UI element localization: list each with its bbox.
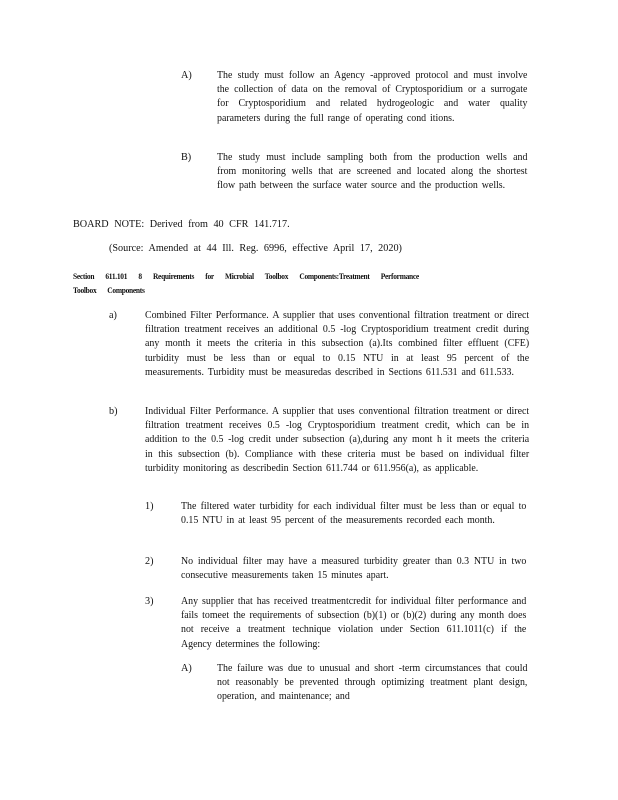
subsection-text-b2: No individual filter may have a measured turbidity greater than 0.3 NTU in two consecutive measurements taken 15 minutes apart.	[181, 556, 527, 582]
item-text-intro-b: The study must include sampling both from the production wells and from monitoring wells that are screened and located along the shortest flow path between the surface water source and the production wells.	[217, 152, 528, 192]
subsection-label-b3a: A)	[181, 663, 192, 674]
section-heading: Section 611.101 8 Requirements for Microbial Toolbox Components:Treatment Performance Toolbox Components	[73, 272, 419, 295]
subsection-text-b: Individual Filter Performance. A supplier that uses conventional filtration treatment or direct filtration treatment receives 0.5 -log Cryptosporidium treatment credit, which can be in addition to the 0.5 -log credit under subsection (a),during any mont h it meets the criteria in this subsection (b). Compliance with these criteria must be based on individual filter turbidity monitoring as describedin Section 611.744 or 611.956(a), as applicable.	[145, 406, 530, 474]
subsection-text-b3: Any supplier that has received treatmentcredit for individual filter performance and fails tomeet the requirements of subsection (b)(1) or (b)(2) during any month does not receive a treatment technique violation under Section 611.1011(c) if the Agency determines the following:	[181, 596, 527, 650]
subsection-label-b1: 1)	[145, 501, 154, 512]
subsection-text-b3a: The failure was due to unusual and short -term circumstances that could not reasonably be prevented through optimizing treatment plant design, operation, and maintenance; and	[217, 663, 528, 703]
item-label-intro-b: B)	[181, 152, 192, 163]
subsection-label-b3: 3)	[145, 596, 154, 607]
board-note: BOARD NOTE: Derived from 40 CFR 141.717.	[73, 219, 290, 230]
source-note: (Source: Amended at 44 Ill. Reg. 6996, effective April 17, 2020)	[109, 243, 402, 254]
subsection-text-b1: The filtered water turbidity for each individual filter must be less than or equal to 0.15 NTU in at least 95 percent of the measurements recorded each month.	[181, 501, 527, 527]
subsection-label-b: b)	[109, 406, 118, 417]
item-text-intro-a: The study must follow an Agency -approved protocol and must involve the collection of data on the removal of Cryptosporidium or a surrogate for Cryptosporidium and related hydrogeologic and water quality parameters during the full range of operating cond itions.	[217, 70, 528, 124]
subsection-label-a: a)	[109, 310, 117, 321]
subsection-label-b2: 2)	[145, 556, 154, 567]
subsection-text-a: Combined Filter Performance. A supplier that uses conventional filtration treatment or direct filtration treatment receives an additional 0.5 -log Cryptosporidium treatment credit during any month it meets the criteria in this subsection (a).Its combined filter effluent (CFE) turbidity must be less than or equal to 0.15 NTU in at least 95 percent of the measurements. Turbidity must be measuredas described in Sections 611.531 and 611.533.	[145, 310, 530, 378]
item-label-intro-a: A)	[181, 70, 192, 81]
